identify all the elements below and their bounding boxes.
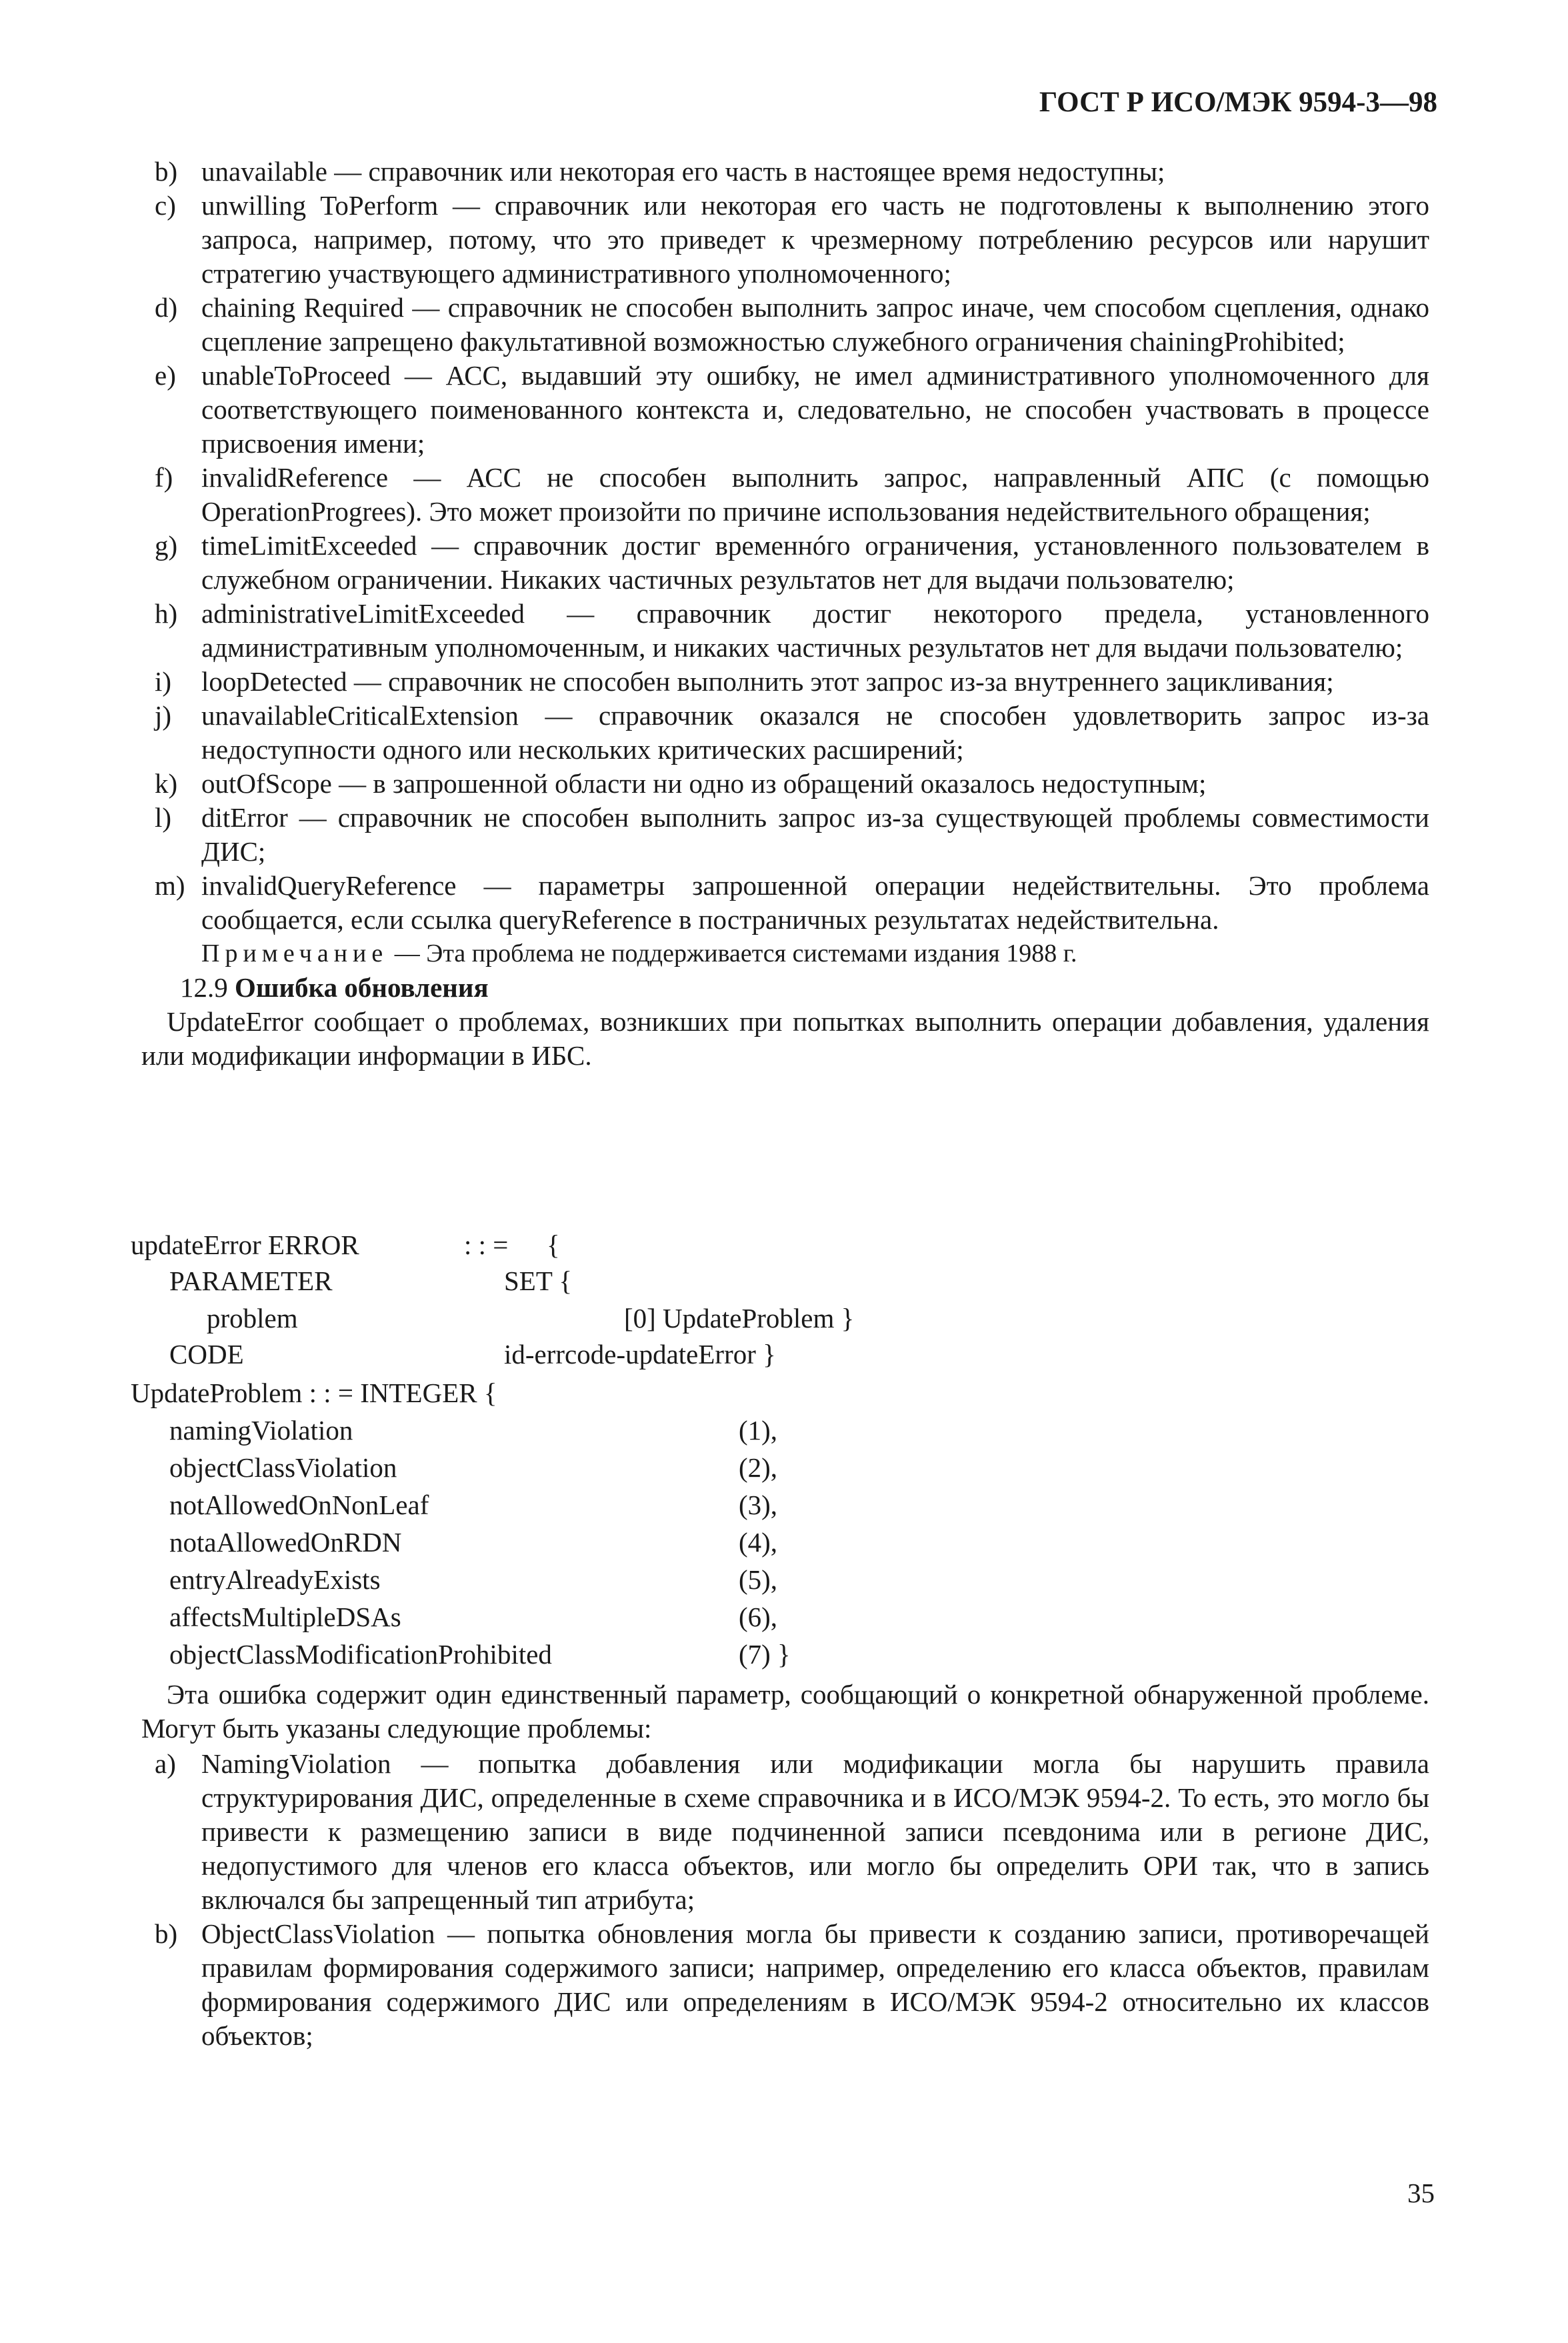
enum-name: notAllowedOnNonLeaf (169, 1490, 429, 1520)
item-text: unwilling ToPerform — справочник или некоторая его часть не подготовлены к выполнению этого запроса, например, потому, что это приведет к чрезмерному потреблению ресурсов или нарушит стратегию участвующего административного уполномоченного; (201, 190, 1429, 289)
code-line-1a: updateError ERROR (131, 1230, 359, 1260)
note-text: — Эта проблема не поддерживается системами издания 1988 г. (388, 939, 1077, 967)
item-text: chaining Required — справочник не способен выполнить запрос иначе, чем способом сцепления, однако сцепление запрещено факультативной возможностью служебного ограничения chainingProhibited; (201, 292, 1429, 357)
enum-value: (4), (739, 1527, 778, 1558)
item-label: i) (155, 666, 172, 697)
item-text: timeLimitExceeded — справочник достиг временнóго ограничения, установленного пользователем в служебном ограничении. Никаких частичных результатов нет для выдачи пользователю; (201, 530, 1429, 595)
list-item (155, 1747, 1429, 1917)
update-problem-list (155, 1747, 1429, 2053)
after-code-text: Эта ошибка содержит один единственный параметр, сообщающий о конкретной обнаруженной проблеме. Могут быть указаны следующие проблемы: (141, 1679, 1429, 1744)
list-item (155, 189, 1429, 291)
note-prefix: Примечание (201, 939, 389, 967)
enum-value: (2), (739, 1452, 778, 1483)
item-label: h) (155, 598, 178, 629)
list-item (155, 291, 1429, 359)
list-item (155, 665, 1429, 699)
item-label: b) (155, 156, 178, 187)
page-header: ГОСТ Р ИСО/МЭК 9594-3—98 (1039, 87, 1437, 118)
item-text: ObjectClassViolation — попытка обновления могла бы привести к созданию записи, противоречащей правилам формирования содержимого записи; например, определению его класса объектов, правилам формирования содержимого ДИС или определениям в ИСО/МЭК 9594-2 относительно их классов объектов; (201, 1918, 1429, 2051)
list-item (155, 767, 1429, 801)
enum-value: (3), (739, 1490, 778, 1520)
page-number: 35 (1407, 2178, 1435, 2208)
item-label: e) (155, 360, 176, 391)
code-line-1c: { (547, 1230, 560, 1260)
list-item (155, 461, 1429, 529)
item-label: g) (155, 530, 178, 561)
item-text: invalidQueryReference — параметры запрошенной операции недействительны. Это проблема сообщается, если ссылка queryReference в постраничных результатах недействительна. (201, 870, 1429, 935)
code-line-4a: CODE (169, 1339, 244, 1370)
code-line-4b: id-errcode-updateError } (504, 1339, 776, 1370)
enum-value: (5), (739, 1564, 778, 1595)
section-intro-text: UpdateError сообщает о проблемах, возникших при попытках выполнить операции добавления, удаления или модификации информации в ИБС. (141, 1006, 1429, 1071)
item-label: l) (155, 802, 172, 833)
list-item (155, 155, 1429, 189)
item-label: f) (155, 462, 173, 493)
list-item (155, 699, 1429, 767)
code-line-3b: [0] UpdateProblem } (624, 1303, 855, 1334)
list-item (155, 597, 1429, 665)
enum-value: (1), (739, 1415, 778, 1446)
item-text: loopDetected — справочник не способен выполнить этот запрос из-за внутреннего зацикливания; (201, 666, 1334, 697)
section-number: 12.9 (180, 972, 228, 1003)
item-label: m) (155, 870, 185, 901)
section-heading (155, 971, 1429, 1005)
enum-name: notaAllowedOnRDN (169, 1527, 402, 1558)
code-line-3a: problem (207, 1303, 298, 1334)
note (155, 937, 1429, 971)
code-line-2b: SET { (504, 1266, 573, 1296)
item-label: b) (155, 1918, 178, 1949)
error-problem-list (141, 155, 1429, 1073)
enum-name: entryAlreadyExists (169, 1564, 381, 1595)
item-text: unavailableCriticalExtension — справочник оказался не способен удовлетворить запрос из-за недоступности одного или нескольких критических расширений; (201, 700, 1429, 765)
section-title: Ошибка обновления (235, 972, 489, 1003)
list-item (155, 1917, 1429, 2053)
list-item (155, 869, 1429, 937)
item-text: administrativeLimitExceeded — справочник достиг некоторого предела, установленного административным уполномоченным, и никаких частичных результатов нет для выдачи пользователю; (201, 598, 1429, 663)
item-text: outOfScope — в запрошенной области ни одно из обращений оказалось недоступным; (201, 768, 1207, 799)
item-text: NamingViolation — попытка добавления или модификации могла бы нарушить правила структурирования ДИС, определенные в схеме справочника и в ИСО/МЭК 9594-2. То есть, это могло бы привести к размещению записи в виде подчиненной записи псевдонима или в регионе ДИС, недопустимого для членов его класса объектов, или могло бы определить ОРИ так, что в запись включался бы запрещенный тип атрибута; (201, 1748, 1429, 1915)
enum-name: affectsMultipleDSAs (169, 1602, 401, 1632)
item-text: ditError — справочник не способен выполнить запрос из-за существующей проблемы совместимости ДИС; (201, 802, 1429, 867)
item-label: c) (155, 190, 176, 221)
section-intro (141, 1005, 1429, 1073)
code-line-1b: : : = (464, 1230, 509, 1260)
code-line-5: UpdateProblem : : = INTEGER { (131, 1378, 497, 1408)
enum-value: (6), (739, 1602, 778, 1632)
enum-name: objectClassModificationProhibited (169, 1639, 552, 1670)
enum-name: namingViolation (169, 1415, 353, 1446)
item-label: j) (155, 700, 172, 731)
list-item (155, 359, 1429, 461)
after-code-paragraph (141, 1678, 1429, 1746)
item-label: k) (155, 768, 178, 799)
list-item (155, 801, 1429, 869)
enum-value: (7) } (739, 1639, 791, 1670)
item-text: invalidReference — АСС не способен выполнить запрос, направленный АПС (с помощью OperationProgrees). Это может произойти по причине использования недействительного обращения; (201, 462, 1429, 527)
item-label: d) (155, 292, 178, 323)
item-text: unableToProceed — АСС, выдавший эту ошибку, не имел административного уполномоченного для соответствующего поименованного контекста и, следовательно, не способен участвовать в процессе присвоения имени; (201, 360, 1429, 459)
item-label: a) (155, 1748, 176, 1779)
item-text: unavailable — справочник или некоторая его часть в настоящее время недоступны; (201, 156, 1165, 187)
enum-name: objectClassViolation (169, 1452, 397, 1483)
list-item (155, 529, 1429, 597)
code-line-2a: PARAMETER (169, 1266, 333, 1296)
